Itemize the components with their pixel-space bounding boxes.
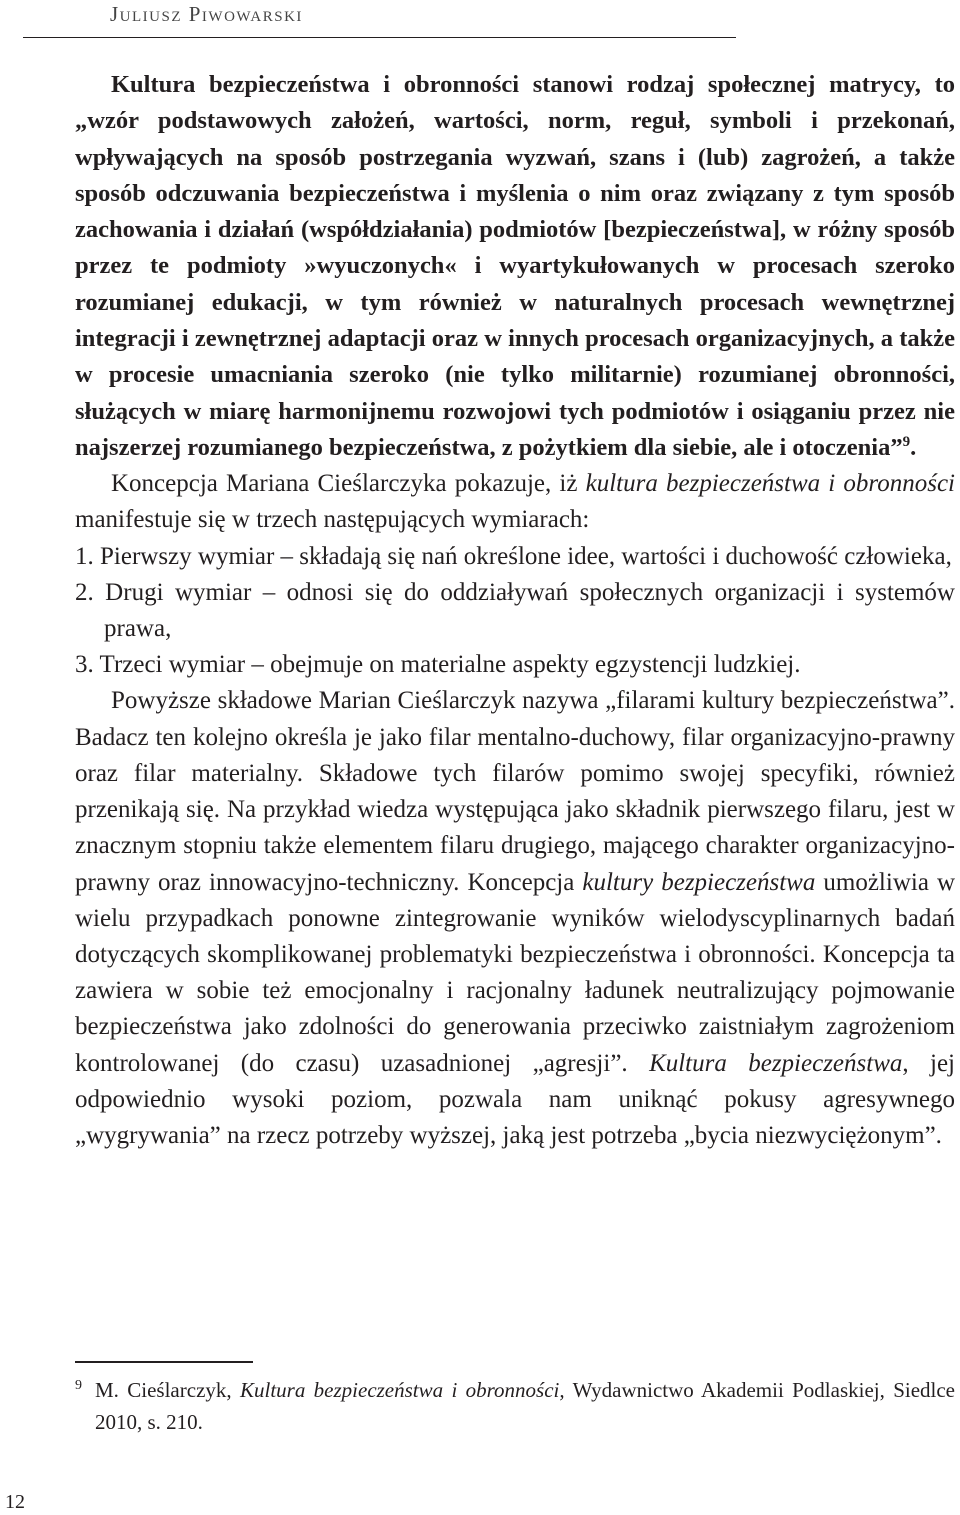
body-text-part-1: Powyższe składowe Marian Cieślarczyk nazywa „filarami kultury bezpieczeństwa”. Badacz ten kolejno określa je jako filar mentalno-duchowy, filar organizacyjno-prawny oraz filar materialny. Składowe tych filarów pomimo swojej specyfiki, również przenikają się. Na przykład wiedza występująca jako składnik pierwszego filaru, jest w znacznym stopniu także elementem filaru drugiego, mającego charakter organizacyjno-prawny oraz innowacyjno-techniczny. Koncepcja <box>75 687 955 896</box>
footnote-rule <box>75 1361 253 1363</box>
body-paragraph <box>75 683 955 1154</box>
footnote-author: M. Cieślarczyk, <box>95 1378 240 1402</box>
page-number: 12 <box>5 1491 25 1513</box>
intro-text-start: Koncepcja Mariana Cieślarczyka pokazuje, iż <box>111 470 586 498</box>
footnote-publisher: Wydawnictwo Akademii Podlaskiej, Siedlce 2010, s. 210. <box>95 1378 956 1434</box>
footnote <box>75 1374 955 1438</box>
intro-paragraph <box>75 466 955 538</box>
intro-text-end: manifestuje się w trzech następujących wymiarach: <box>75 506 590 534</box>
body-text-part-3: , jej odpowiednio wysoki poziom, pozwala nam uniknąć pokusy agresywnego „wygrywania” na rzecz potrzeby wyższej, jaką jest potrzeba „bycia niezwyciężonym”. <box>75 1049 955 1149</box>
footnote-title: Kultura bezpieczeństwa i obronności, <box>239 1378 565 1402</box>
block-quote <box>75 67 955 466</box>
running-head: Juliusz Piwowarski <box>110 2 303 26</box>
list-item: 2. Drugi wymiar – odnosi się do oddziaływań społecznych organizacji i systemów prawa, <box>75 578 955 643</box>
quote-text: Kultura bezpieczeństwa i obronności stanowi rodzaj społecznej matrycy, to „wzór podstawowych założeń, wartości, norm, reguł, symboli i przekonań, wpływających na sposób postrzegania wyzwań, szans i (lub) zagrożeń, a także sposób odczuwania bezpieczeństwa i myślenia o nim oraz związany z tym sposób zachowania i działań (współdziałania) podmiotów [bezpieczeństwa], w różny sposób przez te podmioty »wyuczonych« i wyartykułowanych w procesach szeroko rozumianej edukacji, w tym również w naturalnych procesach wewnętrznej integracji i zewnętrznej adaptacji oraz w innych procesach organizacyjnych, a także w procesie umacniania szeroko (nie tylko militarnie) rozumianej obronności, służących w miarę harmonijnemu rozwojowi tych podmiotów i osiąganiu przez nie najszerzej rozumianego bezpieczeństwa, z pożytkiem dla siebie, ale i otoczenia” <box>75 71 955 461</box>
body-italic-term-1: kultury bezpieczeństwa <box>582 868 816 896</box>
intro-italic-term: kultura bezpieczeństwa i obronności <box>585 470 955 498</box>
footnote-number: 9 <box>75 1378 82 1393</box>
header-rule <box>23 37 736 38</box>
body-italic-term-2: Kultura bezpieczeństwa <box>649 1049 903 1077</box>
quote-end: . <box>910 433 917 461</box>
footnote-reference[interactable]: 9 <box>902 433 911 450</box>
list-item: 3. Trzeci wymiar – obejmuje on materialne aspekty egzystencji ludzkiej. <box>75 651 801 679</box>
page-body <box>75 67 955 1154</box>
body-text-part-2: umożliwia w wielu przypadkach ponowne zintegrowanie wyników wielodyscyplinarnych badań dotyczących skomplikowanej problematyki bezpieczeństwa i obronności. Koncepcja ta zawiera w sobie też emocjonalny i racjonalny ładunek neutralizujący pojmowanie bezpieczeństwa jako zdolności do generowania przeciwko zaistniałym zagrożeniom kontrolowanej (do czasu) uzasadnionej „agresji”. <box>75 868 956 1077</box>
list-item: 1. Pierwszy wymiar – składają się nań określone idee, wartości i duchowość człowieka, <box>75 542 952 570</box>
